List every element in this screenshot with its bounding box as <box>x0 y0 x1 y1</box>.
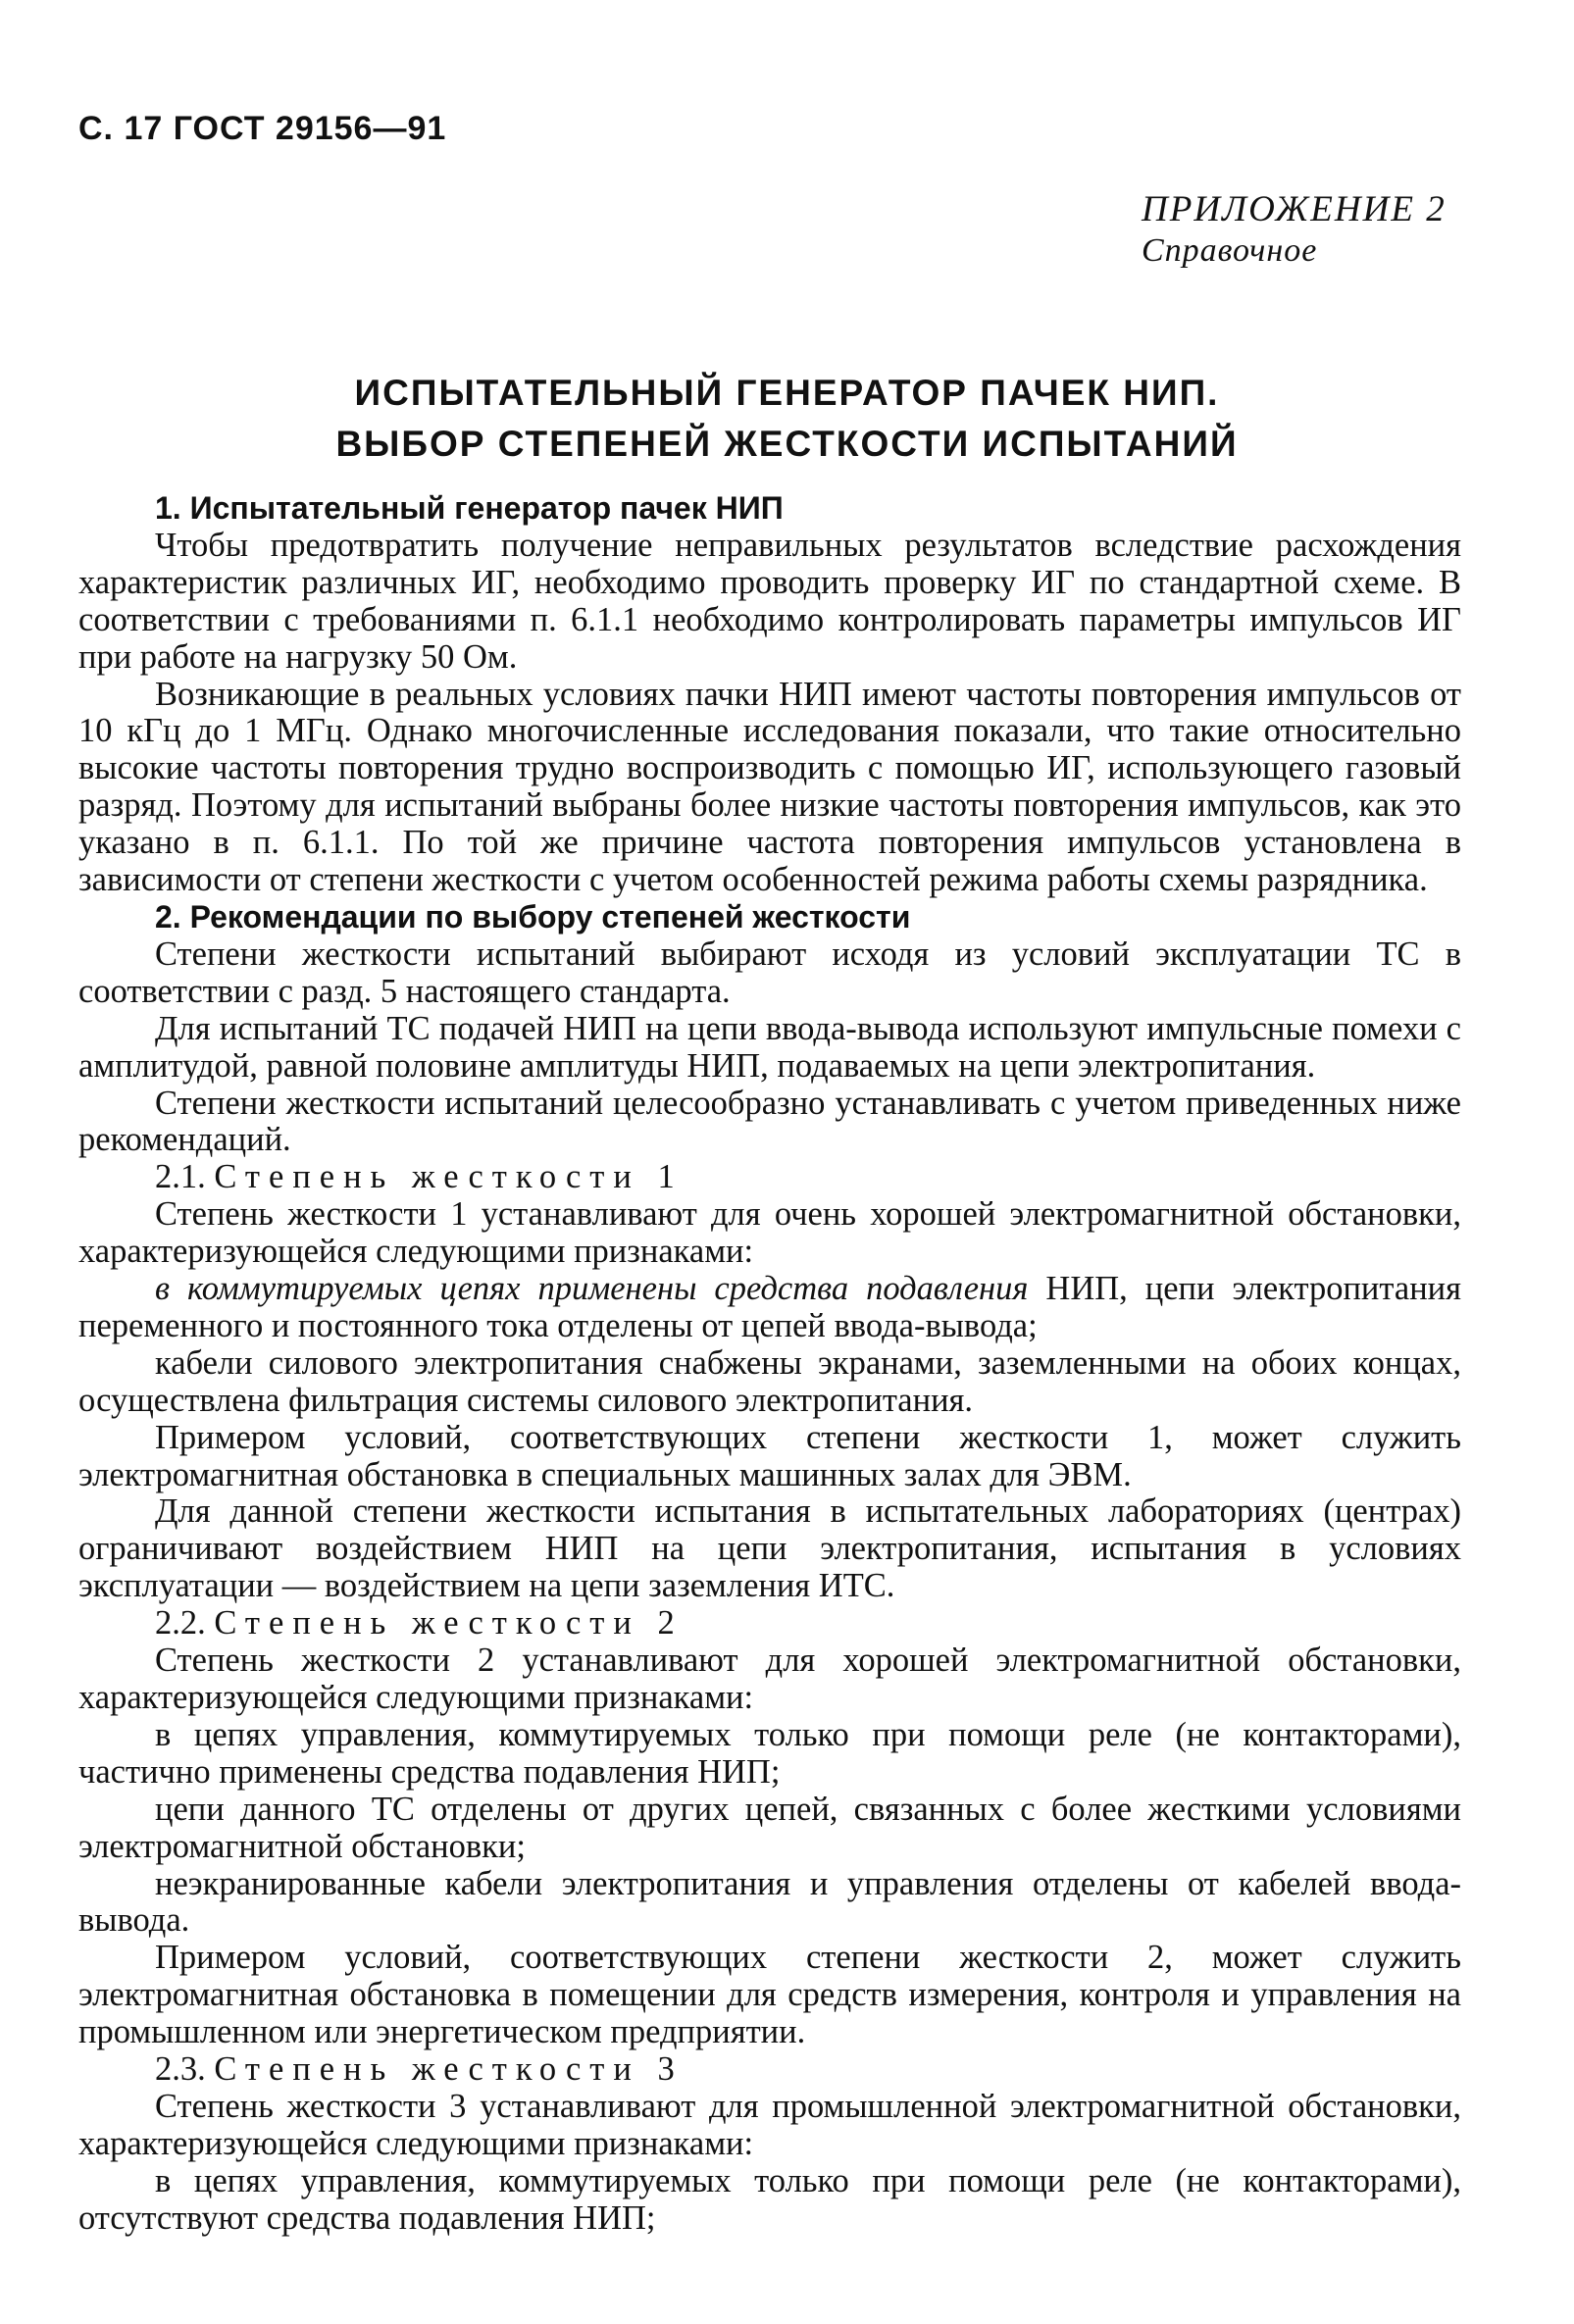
paragraph: Степень жесткости 3 устанавливают для промышленной электромагнитной обстановки, характеризующейся следующими признаками: <box>78 2087 1461 2162</box>
paragraph: в цепях управления, коммутируемых только при помощи реле (не контакторами), отсутствуют средства подавления НИП; <box>78 2161 1461 2237</box>
page-header: С. 17 ГОСТ 29156—91 <box>78 110 447 147</box>
paragraph: Примером условий, соответствующих степени жесткости 2, может служить электромагнитная обстановка в помещении для средств измерения, контроля и управления на промышленном или энергетическом предприятии. <box>78 1939 1461 2051</box>
subsection-title: Степень жесткости 2 <box>214 1604 684 1642</box>
paragraph: Степени жесткости испытаний целесообразно устанавливать с учетом приведенных ниже рекомендаций. <box>78 1084 1461 1159</box>
italic-phrase: в коммутируемых цепях применены средства подавления <box>155 1270 1029 1308</box>
subsection-heading-2-1 <box>78 1159 1461 1196</box>
paragraph: Степени жесткости испытаний выбирают исходя из условий эксплуатации ТС в соответствии с разд. 5 настоящего стандарта. <box>78 935 1461 1010</box>
paragraph <box>78 1271 1461 1345</box>
section-heading-2: 2. Рекомендации по выбору степеней жесткости <box>155 898 911 935</box>
paragraph: Примером условий, соответствующих степени жесткости 1, может служить электромагнитная обстановка в специальных машинных залах для ЭВМ. <box>78 1418 1461 1493</box>
subsection-number: 2.3. <box>155 2050 206 2089</box>
paragraph: Степень жесткости 1 устанавливают для очень хорошей электромагнитной обстановки, характеризующейся следующими признаками: <box>78 1195 1461 1271</box>
subsection-title: Степень жесткости 1 <box>214 1158 684 1196</box>
subsection-number: 2.2. <box>155 1604 206 1642</box>
subsection-number: 2.1. <box>155 1158 206 1196</box>
paragraph: в цепях управления, коммутируемых только при помощи реле (не контакторами), частично применены средства подавления НИП; <box>78 1715 1461 1791</box>
appendix-label-block <box>1142 188 1447 272</box>
subsection-heading-2-2 <box>78 1605 1461 1642</box>
paragraph: неэкранированные кабели электропитания и управления отделены от кабелей ввода-вывода. <box>78 1864 1461 1940</box>
page-title <box>196 368 1378 470</box>
section-heading-1: 1. Испытательный генератор пачек НИП <box>155 490 784 526</box>
title-line-2: ВЫБОР СТЕПЕНЕЙ ЖЕСТКОСТИ ИСПЫТАНИЙ <box>335 424 1239 464</box>
paragraph: Для данной степени жесткости испытания в испытательных лабораториях (центрах) ограничивают воздействием НИП на цепи электропитания, испытания в условиях эксплуатации — воздействием на цепи заземления ИТС. <box>78 1492 1461 1605</box>
appendix-type: Справочное <box>1142 232 1318 270</box>
paragraph: кабели силового электропитания снабжены экранами, заземленными на обоих концах, осуществлена фильтрация системы силового электропитания. <box>78 1343 1461 1419</box>
paragraph-rest: НИП, цепи электропитания переменного и постоянного тока отделены от цепей ввода-вывода; <box>78 1270 1461 1344</box>
paragraph: Для испытаний ТС подачей НИП на цепи ввода-вывода используют импульсные помехи с амплитудой, равной половине амплитуды НИП, подаваемых на цепи электропитания. <box>78 1009 1461 1085</box>
paragraph: цепи данного ТС отделены от других цепей, связанных с более жесткими условиями электромагнитной обстановки; <box>78 1790 1461 1865</box>
appendix-label: ПРИЛОЖЕНИЕ 2 <box>1142 189 1447 229</box>
paragraph: Степень жесткости 2 устанавливают для хорошей электромагнитной обстановки, характеризующейся следующими признаками: <box>78 1642 1461 1716</box>
paragraph: Возникающие в реальных условиях пачки НИП имеют частоты повторения импульсов от 10 кГц до 1 МГц. Однако многочисленные исследования показали, что такие относительно высокие частоты повторения трудно воспроизводить с помощью ИГ, использующего газовый разряд. Поэтому для испытаний выбраны более низкие частоты повторения импульсов, как это указано в п. 6.1.1. По той же причине частота повторения импульсов установлена в зависимости от степени жесткости с учетом особенностей режима работы схемы разрядника. <box>78 675 1461 899</box>
paragraph: Чтобы предотвратить получение неправильных результатов вследствие расхождения характеристик различных ИГ, необходимо проводить проверку ИГ по стандартной схеме. В соответствии с требованиями п. 6.1.1 необходимо контролировать параметры импульсов ИГ при работе на нагрузку 50 Ом. <box>78 526 1461 676</box>
subsection-heading-2-3 <box>78 2051 1461 2089</box>
title-line-1: ИСПЫТАТЕЛЬНЫЙ ГЕНЕРАТОР ПАЧЕК НИП. <box>354 373 1220 413</box>
document-body <box>78 490 1461 2238</box>
subsection-title: Степень жесткости 3 <box>214 2050 684 2089</box>
